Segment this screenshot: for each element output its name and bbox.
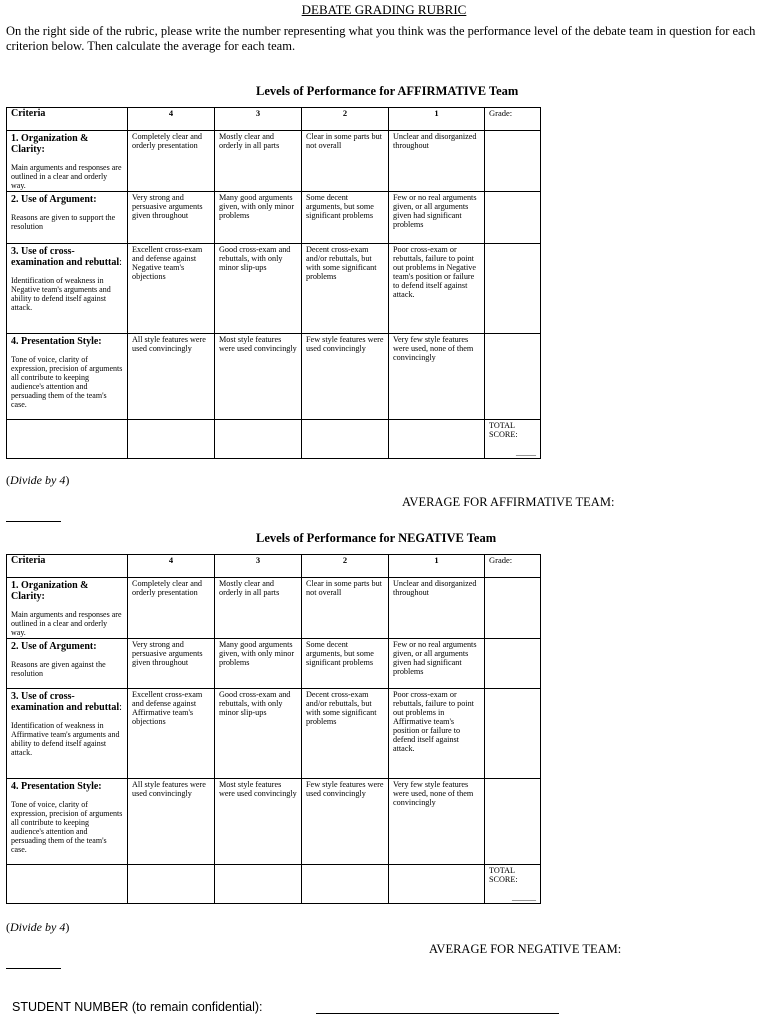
- total-row: [7, 865, 541, 904]
- criterion-title: 1. Organization & Clarity:: [11, 580, 89, 602]
- grade-input-cell[interactable]: [485, 192, 541, 244]
- divide-note: [6, 920, 69, 935]
- level-1-header: 1: [389, 108, 485, 131]
- level-1-cell: Few or no real arguments given, or all arguments given had significant problems: [389, 192, 485, 244]
- affirmative-heading: Levels of Performance for AFFIRMATIVE Team: [256, 84, 519, 98]
- student-number-field[interactable]: [316, 1013, 559, 1014]
- level-2-cell: Few style features were used convincingly: [302, 779, 389, 865]
- divide-close-paren: ): [65, 920, 70, 934]
- table-row: [7, 578, 541, 639]
- table-row: [7, 131, 541, 192]
- level-3-cell: Most style features were used convincingly: [215, 779, 302, 865]
- level-1-cell: Poor cross-exam or rebuttals, failure to point out problems in Affirmative team's position or failure to defend itself against attack.: [389, 689, 485, 779]
- grade-input-cell[interactable]: [485, 689, 541, 779]
- empty-cell: [215, 865, 302, 904]
- instructions-text: On the right side of the rubric, please write the number representing what you think was the performance level of the debate team in question for each criterion below. Then calculate the average for each team.: [6, 24, 756, 53]
- divide-close-paren: ): [65, 473, 70, 487]
- criterion-cell: [7, 578, 128, 639]
- criterion-description: Main arguments and responses are outlined in a clear and orderly way.: [11, 610, 122, 637]
- grade-input-cell[interactable]: [485, 578, 541, 639]
- total-row: [7, 420, 541, 459]
- criterion-title: 4. Presentation Style:: [11, 336, 102, 347]
- level-1-header: 1: [389, 555, 485, 578]
- negative-average-blank[interactable]: [6, 968, 61, 969]
- affirmative-rubric-table: [6, 107, 541, 459]
- criterion-description: Main arguments and responses are outlined in a clear and orderly way.: [11, 163, 122, 190]
- negative-average-label: AVERAGE FOR NEGATIVE TEAM:: [429, 942, 622, 956]
- grade-input-cell[interactable]: [485, 779, 541, 865]
- level-4-header: 4: [128, 555, 215, 578]
- total-score-blank: _____: [516, 448, 536, 457]
- total-score-label: TOTAL SCORE:: [489, 421, 518, 439]
- empty-cell: [302, 865, 389, 904]
- criterion-description: Identification of weakness in Negative team's arguments and ability to defend itself against attack.: [11, 276, 111, 312]
- level-4-cell: Excellent cross-exam and defense against Negative team's objections: [128, 244, 215, 334]
- table-row: [7, 244, 541, 334]
- level-2-header: 2: [302, 555, 389, 578]
- student-number-label: STUDENT NUMBER (to remain confidential):: [12, 1000, 263, 1014]
- criterion-title: [11, 246, 123, 268]
- empty-cell: [389, 865, 485, 904]
- criterion-title-suffix: :: [119, 702, 122, 713]
- affirmative-average-label: AVERAGE FOR AFFIRMATIVE TEAM:: [402, 495, 615, 509]
- criterion-title: 2. Use of Argument:: [11, 194, 97, 205]
- table-row: [7, 192, 541, 244]
- level-4-header: 4: [128, 108, 215, 131]
- level-1-cell: Poor cross-exam or rebuttals, failure to point out problems in Negative team's position or failure to defend itself against attack.: [389, 244, 485, 334]
- criteria-header: Criteria: [7, 555, 128, 578]
- level-2-cell: Few style features were used convincingly: [302, 334, 389, 420]
- criterion-description: Reasons are given to support the resolution: [11, 213, 116, 231]
- criterion-title: [11, 691, 123, 713]
- divide-open-paren: (: [6, 920, 10, 934]
- level-3-cell: Good cross-exam and rebuttals, with only minor slip-ups: [215, 244, 302, 334]
- negative-heading: Levels of Performance for NEGATIVE Team: [256, 531, 497, 545]
- criterion-description: Reasons are given against the resolution: [11, 660, 106, 678]
- grade-input-cell[interactable]: [485, 334, 541, 420]
- criterion-cell: [7, 131, 128, 192]
- grade-input-cell[interactable]: [485, 131, 541, 192]
- level-1-cell: Very few style features were used, none of them convincingly: [389, 779, 485, 865]
- table-row: [7, 779, 541, 865]
- level-1-cell: Few or no real arguments given, or all arguments given had significant problems: [389, 639, 485, 689]
- document-title: DEBATE GRADING RUBRIC: [301, 2, 467, 17]
- level-4-cell: Completely clear and orderly presentation: [128, 131, 215, 192]
- empty-cell: [389, 420, 485, 459]
- criterion-description: Identification of weakness in Affirmative team's arguments and ability to defend itself against attack.: [11, 721, 120, 757]
- criterion-title-text: 3. Use of cross-examination and rebuttal: [11, 246, 120, 268]
- level-3-cell: Many good arguments given, with only minor problems: [215, 639, 302, 689]
- criterion-title: 4. Presentation Style:: [11, 781, 102, 792]
- level-3-header: 3: [215, 108, 302, 131]
- criterion-description: Tone of voice, clarity of expression, precision of arguments all contribute to keeping audience's attention and persuading them of the team's case.: [11, 355, 123, 409]
- table-header-row: [7, 108, 541, 131]
- criterion-description: Tone of voice, clarity of expression, precision of arguments all contribute to keeping audience's attention and persuading them of the team's case.: [11, 800, 123, 854]
- total-score-label: TOTAL SCORE:: [489, 866, 518, 884]
- total-score-blank: ______: [512, 893, 536, 902]
- level-3-cell: Mostly clear and orderly in all parts: [215, 131, 302, 192]
- level-3-cell: Most style features were used convincingly: [215, 334, 302, 420]
- criterion-title-suffix: :: [119, 257, 122, 268]
- level-2-header: 2: [302, 108, 389, 131]
- divide-note: [6, 473, 69, 488]
- divide-text: Divide by 4: [10, 920, 66, 934]
- table-row: [7, 689, 541, 779]
- table-header-row: [7, 555, 541, 578]
- level-3-header: 3: [215, 555, 302, 578]
- level-4-cell: Completely clear and orderly presentation: [128, 578, 215, 639]
- level-2-cell: Decent cross-exam and/or rebuttals, but with some significant problems: [302, 689, 389, 779]
- level-2-cell: Clear in some parts but not overall: [302, 578, 389, 639]
- table-row: [7, 334, 541, 420]
- level-4-cell: All style features were used convincingly: [128, 334, 215, 420]
- criterion-cell: [7, 689, 128, 779]
- empty-cell: [7, 420, 128, 459]
- divide-text: Divide by 4: [10, 473, 66, 487]
- level-4-cell: All style features were used convincingly: [128, 779, 215, 865]
- grade-header: Grade:: [485, 555, 541, 578]
- empty-cell: [128, 420, 215, 459]
- level-3-cell: Mostly clear and orderly in all parts: [215, 578, 302, 639]
- level-1-cell: Very few style features were used, none of them convincingly: [389, 334, 485, 420]
- criteria-header: Criteria: [7, 108, 128, 131]
- level-3-cell: Many good arguments given, with only minor problems: [215, 192, 302, 244]
- level-4-cell: Very strong and persuasive arguments given throughout: [128, 639, 215, 689]
- criterion-cell: [7, 244, 128, 334]
- criterion-cell: [7, 192, 128, 244]
- total-score-cell[interactable]: [485, 420, 541, 459]
- level-1-cell: Unclear and disorganized throughout: [389, 131, 485, 192]
- criterion-cell: [7, 779, 128, 865]
- negative-rubric-table: [6, 554, 541, 904]
- table-row: [7, 639, 541, 689]
- level-2-cell: Decent cross-exam and/or rebuttals, but with some significant problems: [302, 244, 389, 334]
- level-3-cell: Good cross-exam and rebuttals, with only minor slip-ups: [215, 689, 302, 779]
- level-2-cell: Clear in some parts but not overall: [302, 131, 389, 192]
- criterion-title: 1. Organization & Clarity:: [11, 133, 89, 155]
- level-4-cell: Very strong and persuasive arguments given throughout: [128, 192, 215, 244]
- level-4-cell: Excellent cross-exam and defense against Affirmative team's objections: [128, 689, 215, 779]
- grade-input-cell[interactable]: [485, 639, 541, 689]
- affirmative-average-blank[interactable]: [6, 521, 61, 522]
- criterion-cell: [7, 639, 128, 689]
- empty-cell: [7, 865, 128, 904]
- level-2-cell: Some decent arguments, but some significant problems: [302, 192, 389, 244]
- empty-cell: [215, 420, 302, 459]
- criterion-title: 2. Use of Argument:: [11, 641, 97, 652]
- empty-cell: [128, 865, 215, 904]
- empty-cell: [302, 420, 389, 459]
- criterion-cell: [7, 334, 128, 420]
- level-1-cell: Unclear and disorganized throughout: [389, 578, 485, 639]
- level-2-cell: Some decent arguments, but some significant problems: [302, 639, 389, 689]
- criterion-title-text: 3. Use of cross-examination and rebuttal: [11, 691, 120, 713]
- grade-header: Grade:: [485, 108, 541, 131]
- grade-input-cell[interactable]: [485, 244, 541, 334]
- divide-open-paren: (: [6, 473, 10, 487]
- total-score-cell[interactable]: [485, 865, 541, 904]
